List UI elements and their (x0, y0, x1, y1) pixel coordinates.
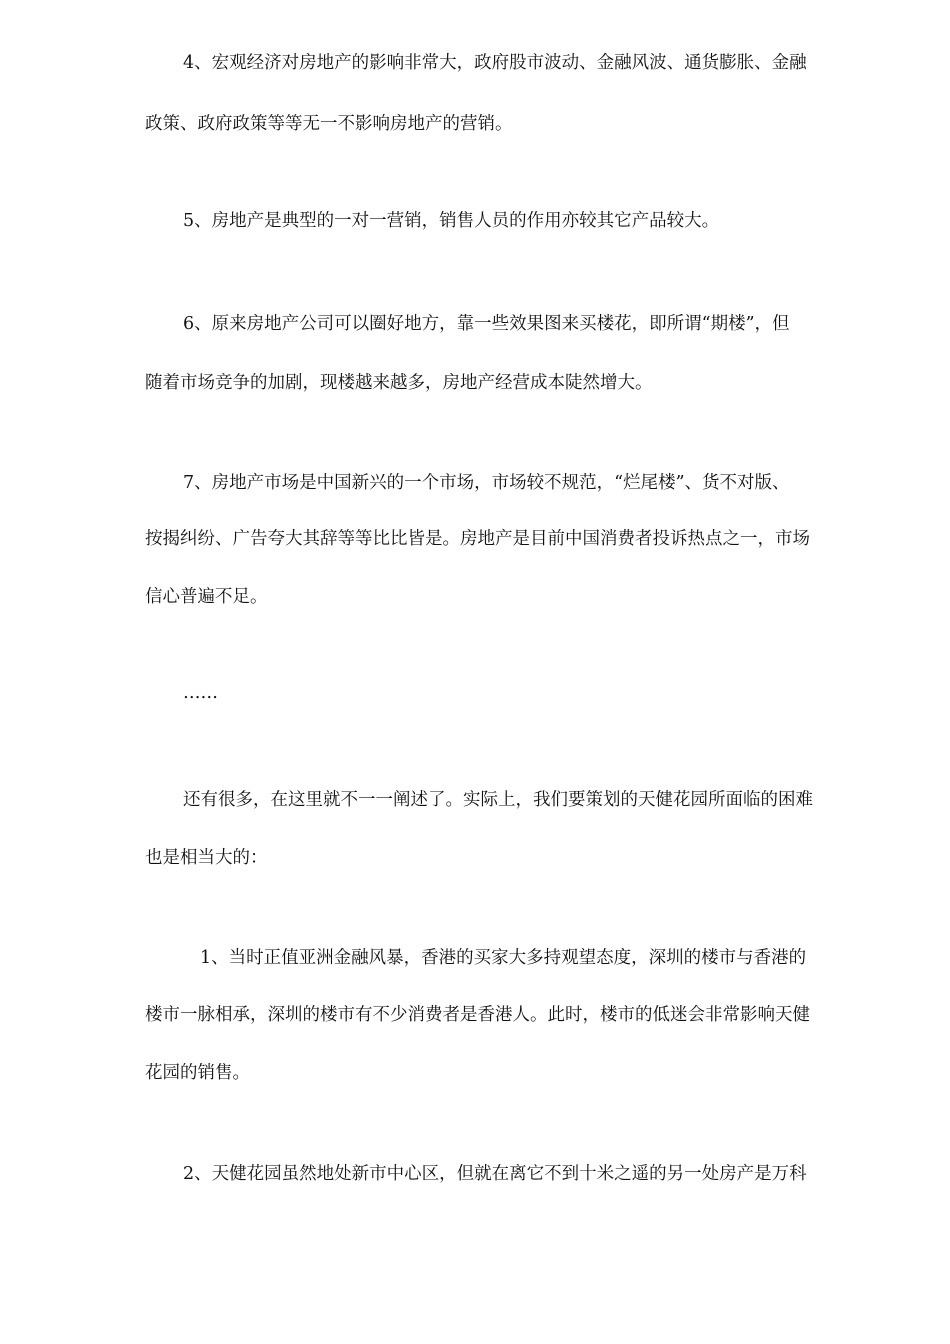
intro-line-1: 还有很多，在这里就不一一阐述了。实际上，我们要策划的天健花园所面临的困难 (183, 790, 813, 810)
paragraph-5-line-1: 5、房地产是典型的一对一营销，销售人员的作用亦较其它产品较大。 (183, 211, 720, 231)
issue-1-line-3: 花园的销售。 (145, 1063, 250, 1083)
issue-1-line-2: 楼市一脉相承，深圳的楼市有不少消费者是香港人。此时，楼市的低迷会非常影响天健 (145, 1005, 810, 1025)
ellipsis: …… (183, 683, 218, 703)
paragraph-4-line-1: 4、宏观经济对房地产的影响非常大，政府股市波动、金融风波、通货膨胀、金融 (183, 53, 807, 73)
paragraph-6-line-1: 6、原来房地产公司可以圈好地方，靠一些效果图来买楼花，即所谓“期楼”，但 (183, 314, 790, 334)
issue-1-line-1: 1、当时正值亚洲金融风暴，香港的买家大多持观望态度，深圳的楼市与香港的 (200, 948, 807, 968)
paragraph-6-line-2: 随着市场竞争的加剧，现楼越来越多，房地产经营成本陡然增大。 (145, 373, 653, 393)
paragraph-7-line-1: 7、房地产市场是中国新兴的一个市场，市场较不规范，“烂尾楼”、货不对版、 (183, 473, 790, 493)
paragraph-4-line-2: 政策、政府政策等等无一不影响房地产的营销。 (145, 114, 513, 134)
issue-2-line-1: 2、天健花园虽然地处新市中心区，但就在离它不到十米之遥的另一处房产是万科 (183, 1164, 807, 1184)
intro-line-2: 也是相当大的： (145, 848, 268, 868)
paragraph-7-line-3: 信心普遍不足。 (145, 587, 268, 607)
paragraph-7-line-2: 按揭纠纷、广告夸大其辞等等比比皆是。房地产是目前中国消费者投诉热点之一，市场 (145, 529, 810, 549)
